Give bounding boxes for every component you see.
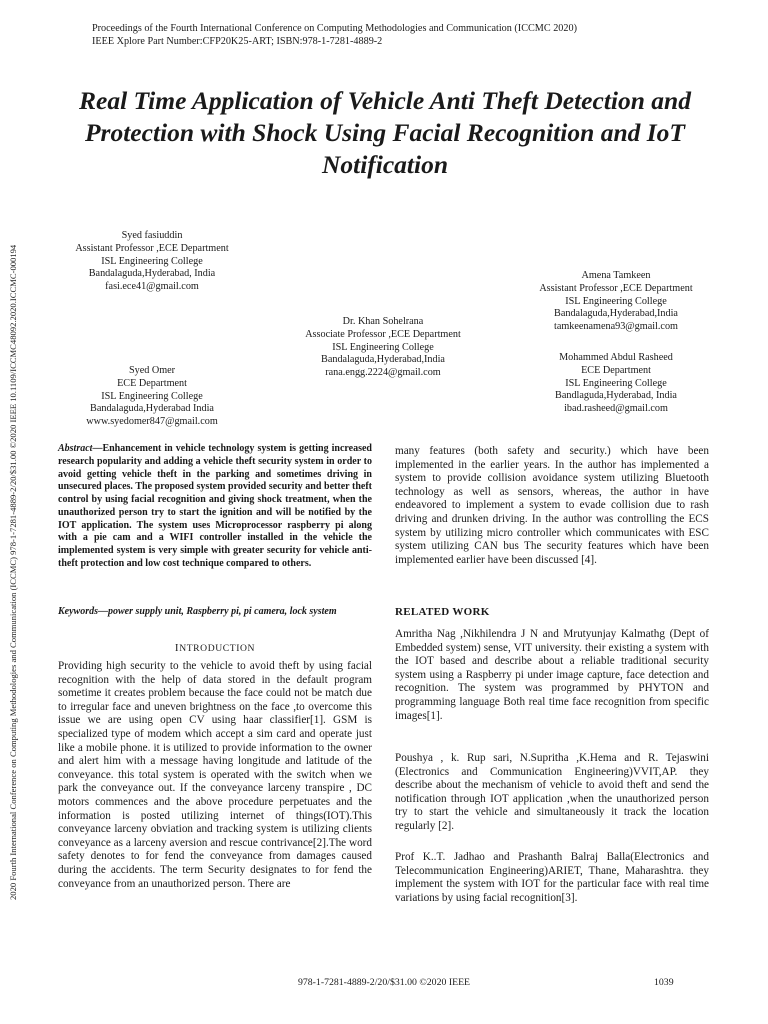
author-org: ISL Engineering College: [101, 390, 203, 402]
intro-heading-initial: I: [174, 642, 180, 654]
author-role: Associate Professor ,ECE Department: [305, 328, 461, 340]
abstract: [58, 443, 372, 571]
author-email: www.syedomer847@gmail.com: [86, 416, 218, 428]
keywords-text: power supply unit, Raspberry pi, pi camera, lock system: [108, 606, 337, 617]
author-org: ISL Engineering College: [565, 295, 667, 307]
author-org: ISL Engineering College: [332, 341, 434, 353]
header-line-1: Proceedings of the Fourth International Conference on Computing Methodologies and Communication (ICCMC 2020): [92, 23, 577, 34]
page-number: 1039: [654, 977, 674, 988]
author-org: ISL Engineering College: [565, 377, 667, 389]
author-block-4: [52, 365, 252, 429]
author-role: Assistant Professor ,ECE Department: [75, 242, 229, 254]
abstract-text: —Enhancement in vehicle technology system is getting increased research popularity and adding a vehicle theft security system in order to avoid getting vehicle theft in the parking and sometimes driving in unsecured places. The proposed system provided security and better theft control by using facial recognition and giving shock treatment, when the unauthorized person try to start the ignition and will be notified by the IOT application. The system uses Microprocessor raspberry pi along with a pie cam and a WIFI controller installed in the vehicle the implemented system is very simple with greater security for vehicle anti-theft protection and low cost technique compared to others.: [58, 443, 372, 569]
author-name: Syed Omer: [128, 365, 176, 376]
section-heading-related-work: RELATED WORK: [395, 606, 490, 618]
author-block-3: [516, 270, 716, 334]
author-email: ibad.rasheed@gmail.com: [564, 403, 668, 415]
author-name: Mohammed Abdul Rasheed: [559, 352, 673, 363]
author-email: rana.engg.2224@gmail.com: [325, 367, 441, 379]
footer-copyright: 978-1-7281-4889-2/20/$31.00 ©2020 IEEE: [297, 977, 471, 988]
introduction-continued-paragraph: many features (both safety and security.) which have been implemented in the earlier years. In the author has implemented a system to provide collision avoidance system utilizing Bluetooth technology as well as sensors, whereas, the author in have endeavored to implement a system to evade collision due to rash driving and drunken driving. In the author was controlling the ECS system by utilizing micro controller which communicates with ESC system utilizing CAN bus The security features which have been implemented earlier have been discussed [4].: [395, 445, 709, 566]
keywords: [58, 606, 372, 619]
author-name: Amena Tamkeen: [581, 270, 651, 281]
abstract-label: Abstract: [58, 443, 93, 454]
author-city: Bandlaguda,Hyderabad, India: [555, 390, 677, 402]
proceedings-header: [92, 22, 577, 48]
author-role: Assistant Professor ,ECE Department: [539, 282, 693, 294]
author-name: Syed fasiuddin: [121, 230, 183, 241]
keywords-label: Keywords—: [58, 606, 108, 617]
author-name: Dr. Khan Sohelrana: [342, 316, 424, 327]
author-email: tamkeenamena93@gmail.com: [554, 321, 678, 333]
section-heading-introduction: [58, 642, 372, 654]
related-work-paragraph-2: Poushya , k. Rup sari, N.Supritha ,K.Hema and R. Tejaswini (Electronics and Communication Engineering)VVIT,AP. they describe about the mechanism of vehicle to avoid theft and send the notification through IOT application ,when the unauthorized person try to start the vehicle and simultaneously it track the location regularly [2].: [395, 752, 709, 832]
introduction-paragraph: Providing high security to the vehicle to avoid theft by using facial recognition with the help of data stored in the default program sometime it creates problem because the face could not be match due to irregular face and uneven brightness on the face ,to overcome this issue we are using open CV using haar classifier[1]. GSM is specialized type of modem which accept a sim card and operate just like a mobile phone. it is utilized to provide information to the owner and alert him with a message having longitude and latitude of the conveyance. this total system is operated with the switch when we park the conveyance out. If the conveyance larceny transpire , DC motors commences and the above procedure perpetuates and the information is posted utilizing internet of things(IOT).This conveyance larceny obviation and tracking system is utilizing clients conveyance as a larceny aversion and rescue contrivance[2].The word safety denotes to for fend the conveyance from damages caused during the accidents. The term Security designates to for fend the conveyance from an unauthorized person. There are: [58, 660, 372, 890]
author-city: Bandalaguda,Hyderabad,India: [321, 354, 445, 366]
paper-title: Real Time Application of Vehicle Anti Theft Detection and Protection with Shock Using Facial Recognition and IoT Notification: [79, 86, 691, 179]
header-line-2: IEEE Xplore Part Number:CFP20K25-ART; ISBN:978-1-7281-4889-2: [92, 36, 383, 47]
author-block-5: [516, 352, 716, 416]
author-city: Bandalaguda,Hyderabad,India: [554, 308, 678, 320]
author-block-1: [52, 230, 252, 294]
author-email: fasi.ece41@gmail.com: [105, 281, 199, 293]
author-block-2: [283, 316, 483, 380]
author-city: Bandalaguda,Hyderabad India: [90, 403, 214, 415]
author-city: Bandalaguda,Hyderabad, India: [88, 268, 216, 280]
author-role: ECE Department: [581, 364, 651, 376]
intro-heading-rest: NTRODUCTION: [179, 643, 256, 654]
related-work-paragraph-1: Amritha Nag ,Nikhilendra J N and Mrutyunjay Kalmathg (Dept of Embedded system) sense, VIT university. their existing a system with the IOT based and describe about a reliable traditional security system using a Raspberry pi under image capture, face detection and recognition. The system was programmed by PHYTON and programming language Both real time face recognition from specific images[1].: [395, 628, 709, 722]
related-work-paragraph-3: Prof K..T. Jadhao and Prashanth Balraj Balla(Electronics and Telecommunication Engineering)ARIET, Thane, Maharashtra. they implement the system with IOT for the particular face with real time variations by using facial recognition[3].: [395, 851, 709, 904]
side-copyright-note: 2020 Fourth International Conference on Computing Methodologies and Communication (ICCMC) 978-1-7281-4889-2/20/$31.00 ©2020 IEEE 10.1109/ICCMC48092.2020.ICCMC-000194: [8, 244, 18, 900]
author-role: ECE Department: [117, 377, 187, 389]
author-org: ISL Engineering College: [101, 255, 203, 267]
